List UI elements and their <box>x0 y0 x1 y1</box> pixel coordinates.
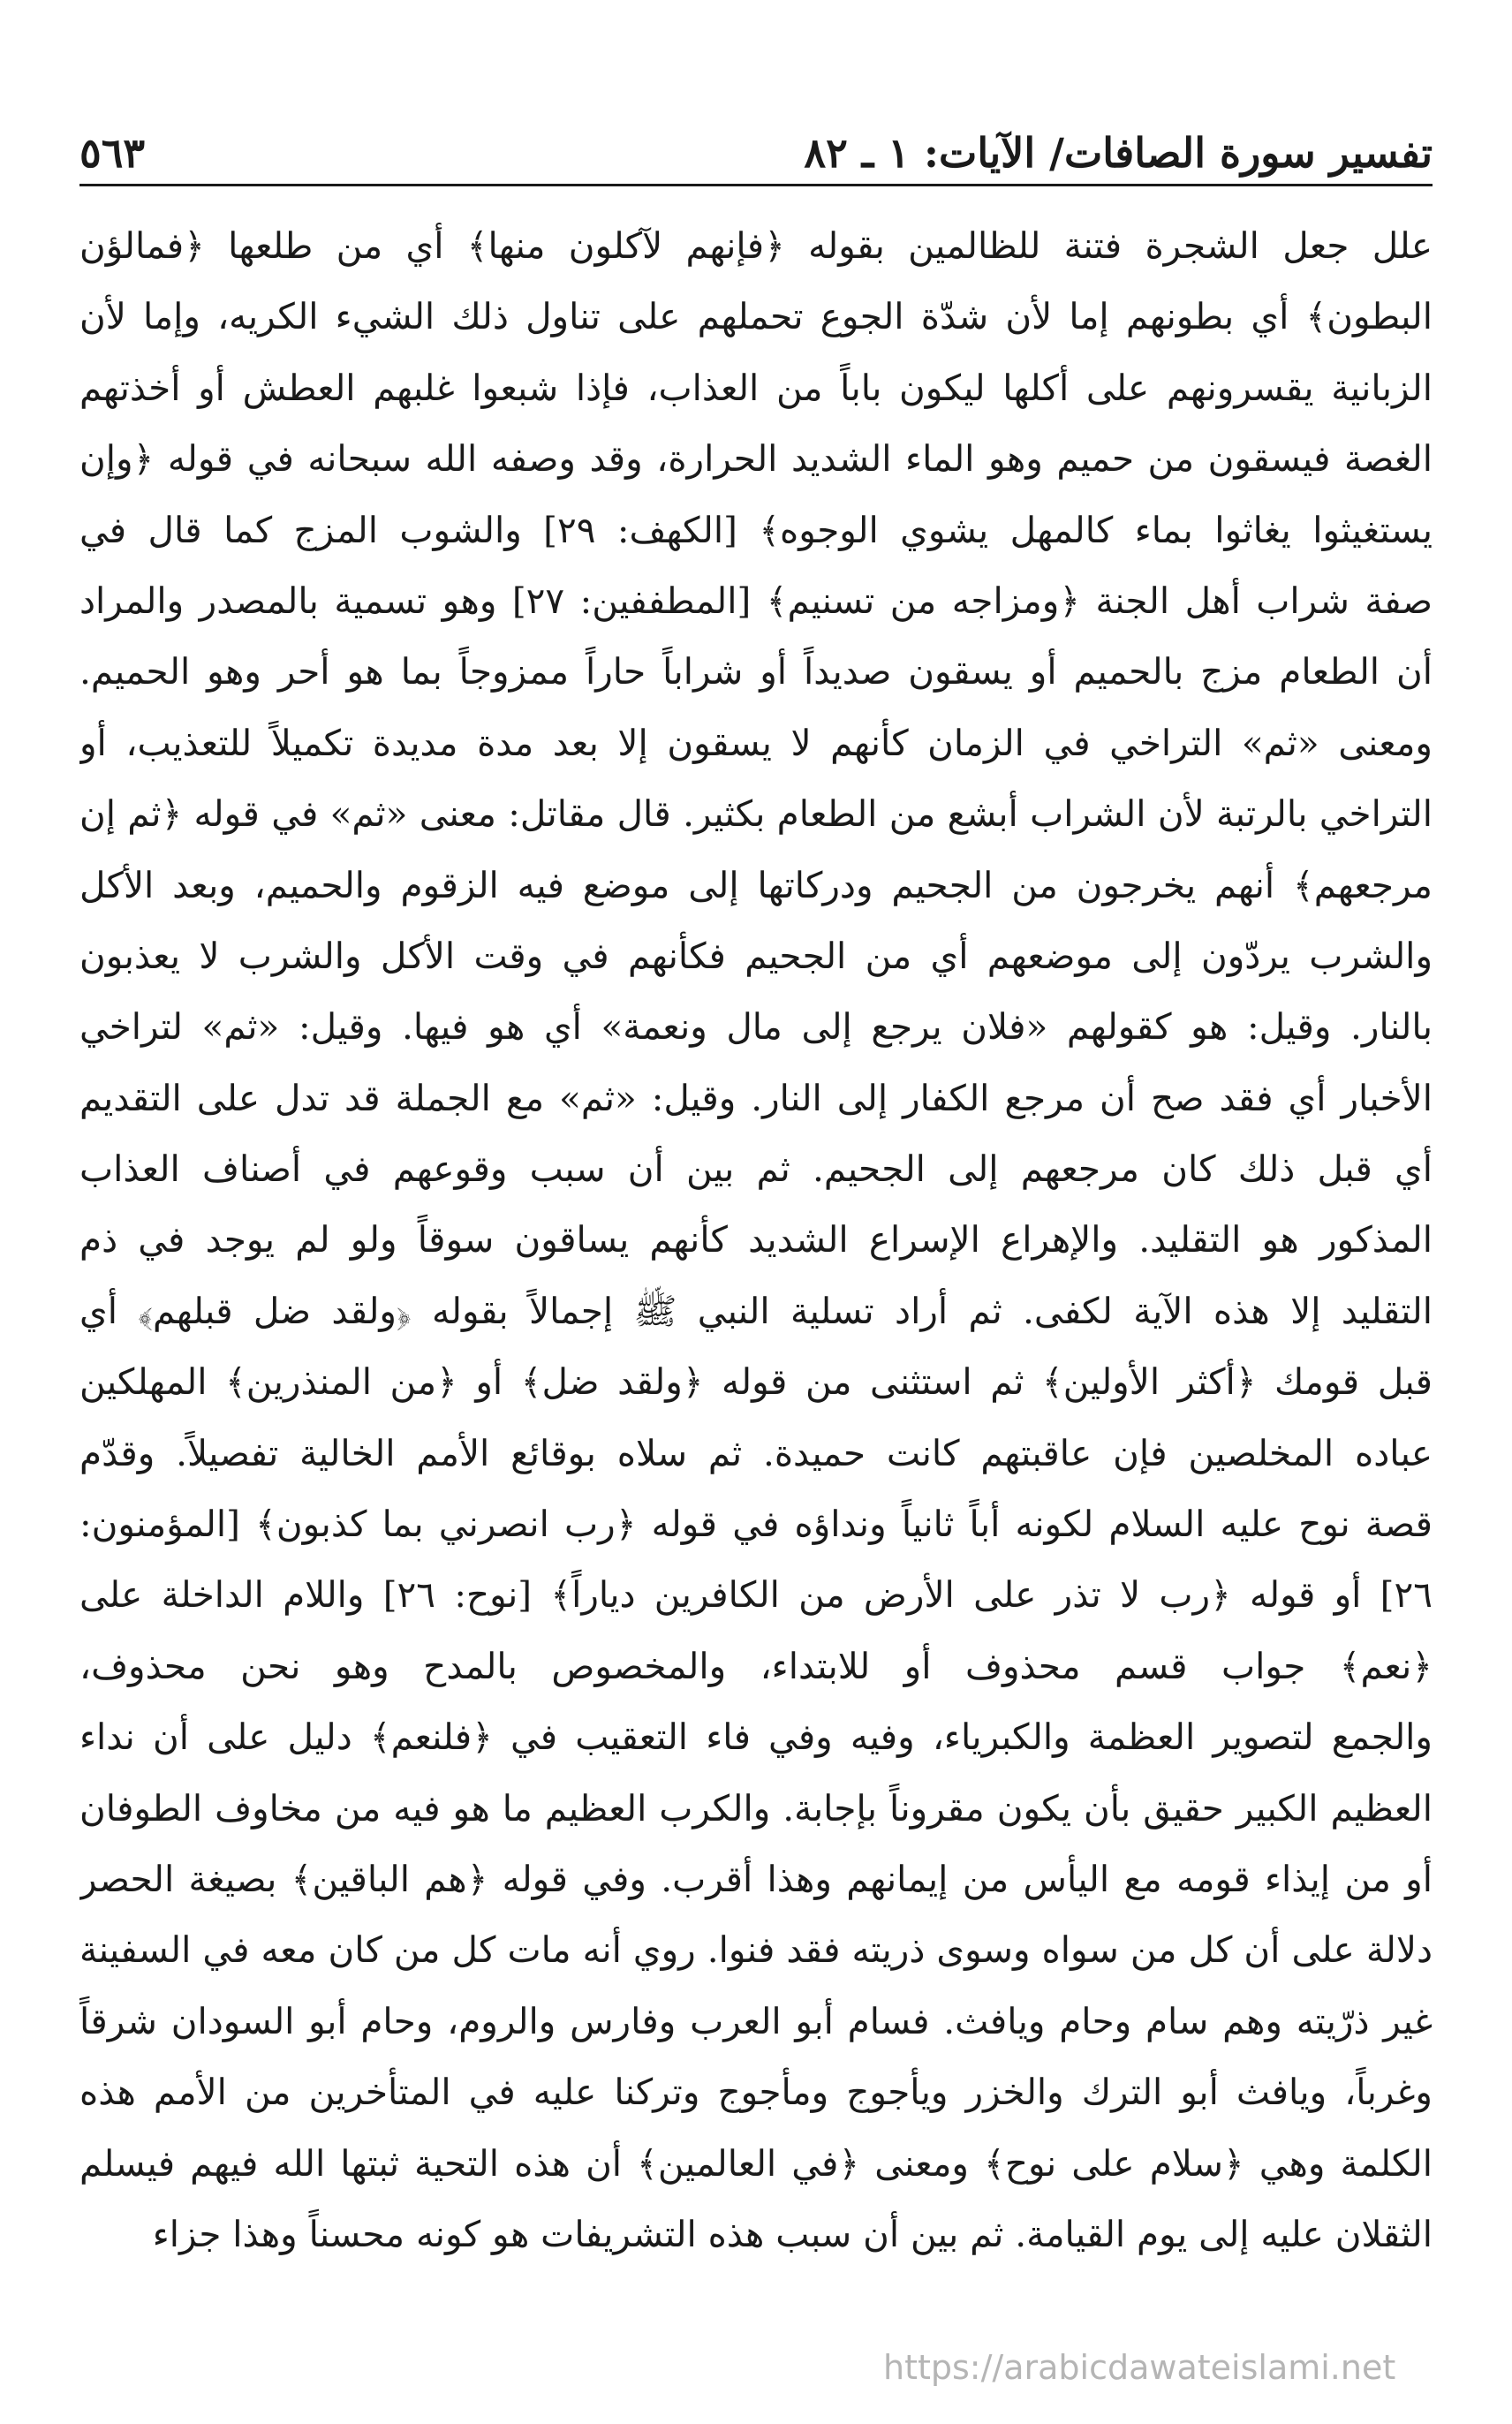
text-line: غير ذرّيته وهم سام وحام ويافث. فسام أبو العرب وفارس والروم، وحام أبو السودان شرقاً <box>79 1999 1433 2042</box>
page-number: ٥٦٣ <box>79 129 146 177</box>
text-line: التقليد إلا هذه الآية لكفى. ثم أراد تسلية النبي ﷺ إجمالاً بقوله ﴿ولقد ضل قبلهم﴾ أي <box>79 1289 1433 1332</box>
text-line: والجمع لتصوير العظمة والكبرياء، وفيه وفي فاء التعقيب في ﴿فلنعم﴾ دليل على أن نداء <box>79 1716 1433 1759</box>
text-line: قبل قومك ﴿أكثر الأولين﴾ ثم استثنى من قوله ﴿ولقد ضل﴾ أو ﴿من المنذرين﴾ المهلكين <box>79 1360 1433 1404</box>
text-line: ﴿نعم﴾ جواب قسم محذوف أو للابتداء، والمخصوص بالمدح وهو نحن محذوف، <box>79 1644 1433 1687</box>
text-line: قصة نوح عليه السلام لكونه أباً ثانياً ونداؤه في قوله ﴿رب انصرني بما كذبون﴾ [المؤمنون: <box>79 1503 1433 1546</box>
text-line: الزبانية يقسرونهم على أكلها ليكون باباً من العذاب، فإذا شبعوا غلبهم العطش أو أخذتهم <box>79 366 1433 409</box>
text-line: دلالة على أن كل من سواه وسوى ذريته فقد فنوا. روي أنه مات كل من كان معه في السفينة <box>79 1928 1433 1972</box>
text-line: مرجعهم﴾ أنهم يخرجون من الجحيم ودركاتها إلى موضع فيه الزقوم والحميم، وبعد الأكل <box>79 863 1433 906</box>
text-line: الثقلان عليه إلى يوم القيامة. ثم بين أن سبب هذه التشريفات هو كونه محسناً وهذا جزاء <box>152 2212 1433 2255</box>
text-line: ٢٦] أو قوله ﴿رب لا تذر على الأرض من الكافرين دياراً﴾ [نوح: ٢٦] واللام الداخلة على <box>79 1573 1433 1617</box>
text-line: ومعنى «ثم» التراخي في الزمان كأنهم لا يسقون إلا بعد مدة مديدة تكميلاً للتعذيب، أو <box>79 721 1433 764</box>
text-line: أو من إيذاء قومه مع اليأس من إيمانهم وهذا أقرب. وفي قوله ﴿هم الباقين﴾ بصيغة الحصر <box>79 1857 1433 1900</box>
running-header <box>79 106 1433 177</box>
header-divider <box>79 184 1433 186</box>
text-line: علل جعل الشجرة فتنة للظالمين بقوله ﴿فإنهم لآكلون منها﴾ أي من طلعها ﴿فمالؤن <box>79 224 1433 267</box>
text-line: والشرب يردّون إلى موضعهم أي من الجحيم فكأنهم في وقت الأكل والشرب لا يعذبون <box>79 934 1433 977</box>
text-line: الغصة فيسقون من حميم وهو الماء الشديد الحرارة، وقد وصفه الله سبحانه في قوله ﴿وإن <box>79 437 1433 481</box>
text-line: الأخبار أي فقد صح أن مرجع الكفار إلى النار. وقيل: «ثم» مع الجملة قد تدل على التقديم <box>79 1076 1433 1119</box>
text-line: صفة شراب أهل الجنة ﴿ومزاجه من تسنيم﴾ [المطففين: ٢٧] وهو تسمية بالمصدر والمراد <box>79 579 1433 622</box>
text-line: وغرباً، ويافث أبو الترك والخزر ويأجوج ومأجوج وتركنا عليه في المتأخرين من الأمم هذه <box>79 2071 1433 2114</box>
text-line: البطون﴾ أي بطونهم إما لأن شدّة الجوع تحملهم على تناول ذلك الشيء الكريه، وإما لأن <box>79 295 1433 338</box>
text-line: أن الطعام مزج بالحميم أو يسقون صديداً أو شراباً حاراً ممزوجاً بما هو أحر وهو الحميم. <box>79 650 1433 693</box>
text-line: أي قبل ذلك كان مرجعهم إلى الجحيم. ثم بين أن سبب وقوعهم في أصناف العذاب <box>79 1148 1433 1191</box>
text-line: العظيم الكبير حقيق بأن يكون مقروناً بإجابة. والكرب العظيم ما هو فيه من مخاوف الطوفان <box>79 1786 1433 1829</box>
text-line: بالنار. وقيل: هو كقولهم «فلان يرجع إلى مال ونعمة» أي هو فيها. وقيل: «ثم» لتراخي <box>79 1005 1433 1049</box>
header-title: تفسير سورة الصافات/ الآيات: ١ ـ ٨٢ <box>804 129 1433 177</box>
text-line: التراخي بالرتبة لأن الشراب أبشع من الطعام بكثير. قال مقاتل: معنى «ثم» في قوله ﴿ثم إن <box>79 792 1433 836</box>
text-line: المذكور هو التقليد. والإهراع الإسراع الشديد كأنهم يساقون سوقاً ولو لم يوجد في ذم <box>79 1218 1433 1261</box>
text-line: يستغيثوا يغاثوا بماء كالمهل يشوي الوجوه﴾ [الكهف: ٢٩] والشوب المزج كما قال في <box>79 508 1433 551</box>
text-line: عباده المخلصين فإن عاقبتهم كانت حميدة. ثم سلاه بوقائع الأمم الخالية تفصيلاً. وقدّم <box>79 1431 1433 1474</box>
text-line: الكلمة وهي ﴿سلام على نوح﴾ ومعنى ﴿في العالمين﴾ أن هذه التحية ثبتها الله فيهم فيسلم <box>79 2141 1433 2185</box>
watermark-url: https://arabicdawateislami.net <box>883 2348 1396 2387</box>
body-text <box>79 210 1433 2269</box>
